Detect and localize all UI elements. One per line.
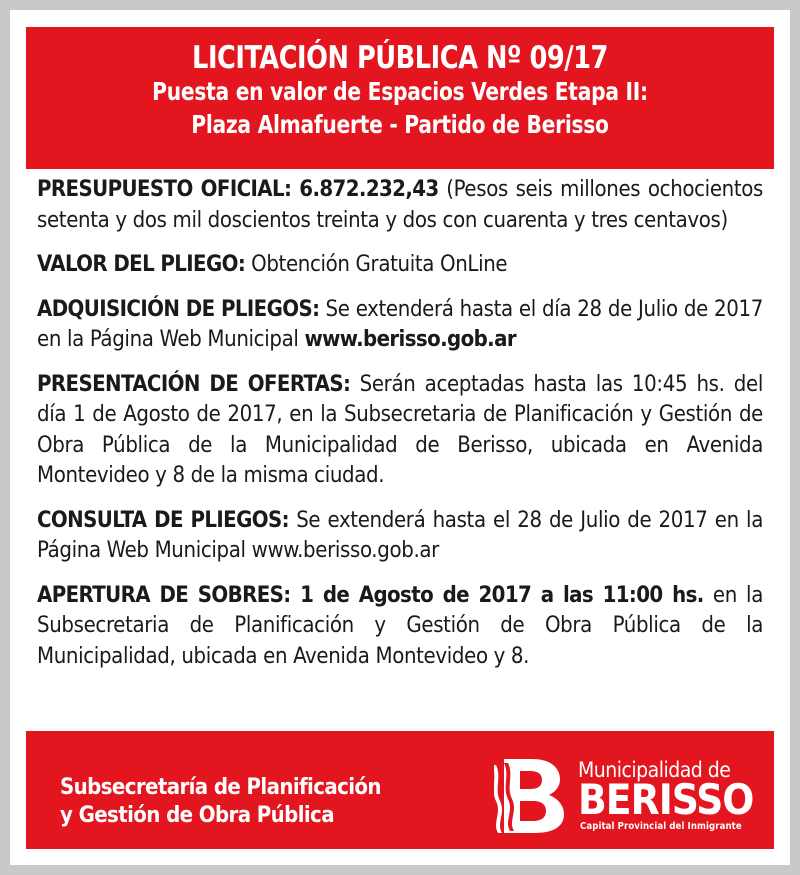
presupuesto-label: PRESUPUESTO OFICIAL: 6.872.232,43 <box>37 177 439 202</box>
apertura-text: en la Subsecretaria de Planificación y Gestión de Obra Pública de la Municipalidad, ubicada en Avenida Montevideo y 8. <box>37 582 763 669</box>
department-line1: Subsecretaría de Planificación <box>60 775 381 800</box>
consulta-label: CONSULTA DE PLIEGOS: <box>37 507 289 533</box>
valor-paragraph <box>37 250 763 281</box>
notice-subtitle-line2: Plaza Almafuerte - Partido de Berisso <box>191 110 609 139</box>
adquisicion-label: ADQUISICIÓN DE PLIEGOS: <box>37 296 320 322</box>
header-banner <box>26 27 774 169</box>
notice-page <box>10 10 790 865</box>
notice-subtitle-line1: Puesta en valor de Espacios Verdes Etapa II: <box>152 77 648 106</box>
presupuesto-text: (Pesos seis millones ochocientos setenta y dos mil doscientos treinta y dos con cuarenta y tres centavos) <box>37 177 763 233</box>
valor-text: Obtención Gratuita OnLine <box>245 252 508 277</box>
apertura-paragraph <box>37 581 763 673</box>
logo-tagline: Capital Provincial del Inmigrante <box>580 821 742 832</box>
presupuesto-paragraph <box>37 175 763 236</box>
municipality-logo <box>494 755 754 839</box>
department-line2: y Gestión de Obra Pública <box>60 803 334 828</box>
adquisicion-paragraph <box>37 295 763 356</box>
adquisicion-url: www.berisso.gob.ar <box>304 327 517 352</box>
presentacion-label: PRESENTACIÓN DE OFERTAS: <box>37 371 351 397</box>
valor-label: VALOR DEL PLIEGO: <box>37 252 246 277</box>
footer-banner <box>26 731 774 849</box>
notice-body <box>37 175 763 686</box>
consulta-paragraph <box>37 506 763 567</box>
notice-title: LICITACIÓN PÚBLICA Nº 09/17 <box>192 40 608 76</box>
presentacion-text: Serán aceptadas hasta las 10:45 hs. del día 1 de Agosto de 2017, en la Subsecretaria de Planificación y Gestión de Obra Pública de la Municipalidad de Berisso, ubicada en Avenida Montevideo y 8 de la misma ciudad. <box>37 371 763 488</box>
logo-name: BERISSO <box>578 775 754 824</box>
adquisicion-text: Se extenderá hasta el día 28 de Julio de 2017 en la Página Web Municipal <box>37 296 763 352</box>
presentacion-paragraph <box>37 370 763 492</box>
department-name <box>60 774 381 830</box>
berisso-b-icon <box>494 755 566 835</box>
logo-municipalidad: Municipalidad de <box>578 758 731 782</box>
consulta-text: Se extenderá hasta el 28 de Julio de 2017 en la Página Web Municipal www.berisso.gob.ar <box>37 507 763 563</box>
apertura-label: APERTURA DE SOBRES: 1 de Agosto de 2017 a las 11:00 hs. <box>37 582 704 608</box>
